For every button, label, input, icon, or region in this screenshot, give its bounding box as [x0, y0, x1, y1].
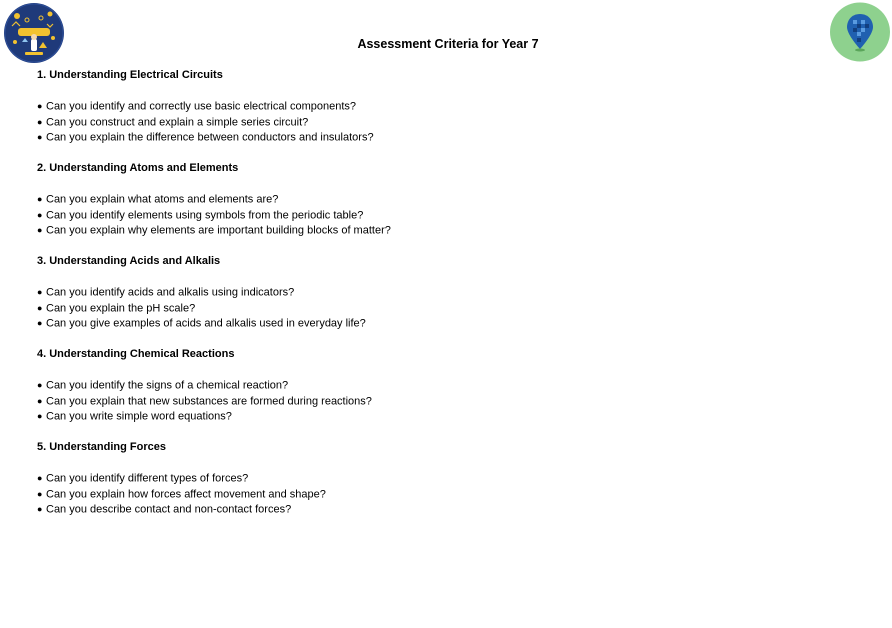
criterion-text: Can you describe contact and non-contact forces?	[46, 503, 292, 516]
criterion-item	[37, 208, 817, 224]
bullet-icon: ●	[37, 132, 43, 142]
science-logo-icon	[3, 2, 65, 64]
bullet-icon: ●	[37, 116, 43, 127]
criterion-text: Can you identify acids and alkalis using indicators?	[46, 286, 295, 299]
criterion-item	[37, 115, 817, 131]
criterion-item	[37, 409, 817, 425]
criterion-item	[37, 99, 817, 115]
criterion-text: Can you explain the difference between conductors and insulators?	[46, 131, 374, 144]
spacer	[37, 270, 817, 286]
section-acids-alkalis	[37, 254, 817, 332]
criterion-item	[37, 192, 817, 208]
section-heading: 5. Understanding Forces	[37, 441, 166, 453]
spacer	[37, 363, 817, 379]
bullet-icon: ●	[37, 194, 43, 204]
criterion-text: Can you explain the pH scale?	[46, 302, 196, 314]
bullet-icon: ●	[37, 504, 43, 514]
section-forces	[37, 440, 817, 518]
science-logo-graphic	[3, 2, 65, 64]
location-pin-logo-graphic	[829, 2, 891, 62]
spacer	[37, 456, 817, 472]
bullet-icon: ●	[37, 101, 43, 111]
page-title: Assessment Criteria for Year 7	[357, 37, 539, 51]
spacer	[37, 177, 817, 193]
criterion-item	[37, 394, 817, 410]
location-pin-logo-icon	[829, 2, 891, 62]
section-electrical-circuits	[37, 68, 817, 146]
section-atoms-elements	[37, 161, 817, 239]
criterion-text: Can you identify elements using symbols from the periodic table?	[46, 209, 364, 221]
criterion-item	[37, 487, 817, 503]
criterion-text: Can you identify the signs of a chemical reaction?	[46, 379, 289, 392]
bullet-icon: ●	[37, 411, 43, 421]
criterion-text: Can you give examples of acids and alkalis used in everyday life?	[46, 317, 366, 330]
assessment-criteria-list	[37, 68, 817, 518]
section-heading: 3. Understanding Acids and Alkalis	[37, 255, 221, 267]
criterion-text: Can you write simple word equations?	[46, 410, 232, 423]
section-heading: 1. Understanding Electrical Circuits	[37, 69, 223, 81]
bullet-icon: ●	[37, 302, 43, 313]
bullet-icon: ●	[37, 473, 43, 483]
section-heading: 2. Understanding Atoms and Elements	[37, 162, 239, 174]
section-chemical-reactions	[37, 347, 817, 425]
criterion-text: Can you explain what atoms and elements are?	[46, 193, 279, 206]
section-heading: 4. Understanding Chemical Reactions	[37, 348, 235, 360]
bullet-icon: ●	[37, 287, 43, 297]
criterion-text: Can you explain that new substances are formed during reactions?	[46, 395, 372, 407]
criterion-item	[37, 285, 817, 301]
criterion-text: Can you identify and correctly use basic electrical components?	[46, 100, 356, 113]
spacer	[37, 84, 817, 100]
criterion-item	[37, 502, 817, 518]
criterion-text: Can you construct and explain a simple series circuit?	[46, 116, 309, 128]
criterion-item	[37, 471, 817, 487]
criterion-item	[37, 316, 817, 332]
bullet-icon: ●	[37, 395, 43, 406]
criterion-item	[37, 301, 817, 317]
bullet-icon: ●	[37, 225, 43, 235]
criterion-item	[37, 378, 817, 394]
criterion-item	[37, 223, 817, 239]
criterion-text: Can you explain why elements are important building blocks of matter?	[46, 224, 391, 237]
bullet-icon: ●	[37, 380, 43, 390]
criterion-item	[37, 130, 817, 146]
bullet-icon: ●	[37, 318, 43, 328]
bullet-icon: ●	[37, 209, 43, 220]
bullet-icon: ●	[37, 488, 43, 499]
criterion-text: Can you explain how forces affect movement and shape?	[46, 488, 326, 500]
criterion-text: Can you identify different types of forces?	[46, 472, 249, 485]
